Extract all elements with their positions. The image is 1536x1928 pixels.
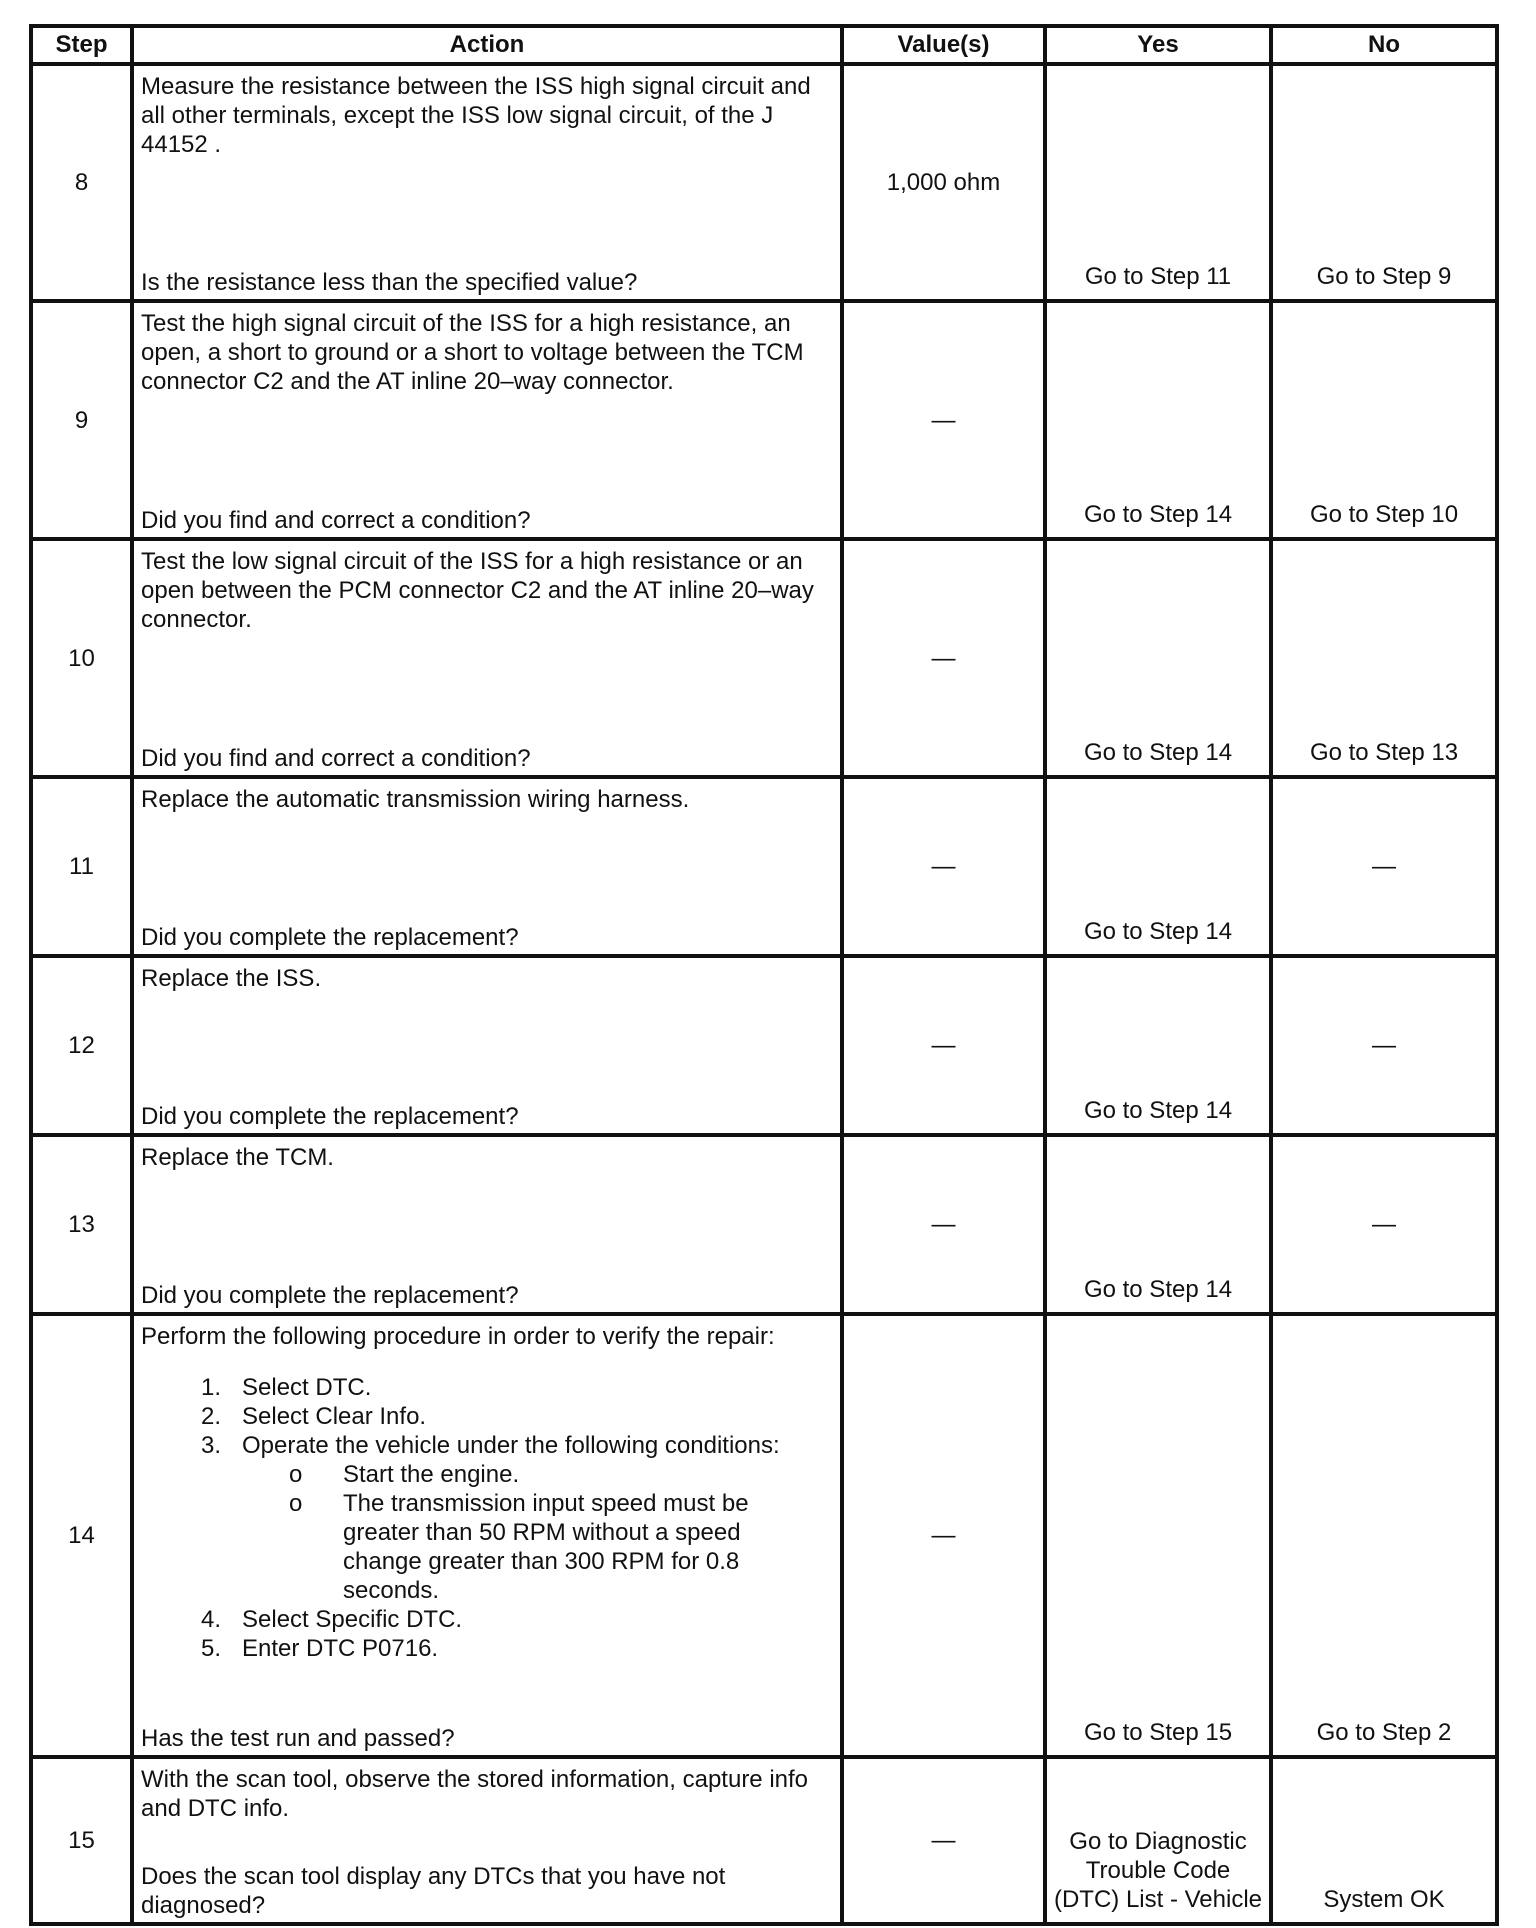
action-question: Does the scan tool display any DTCs that you have not diagnosed? [141,1863,726,1919]
action-cell [132,956,842,1135]
value-cell: — [842,1314,1045,1757]
yes-cell: Go to Step 11 [1045,64,1271,301]
action-question: Did you complete the replacement? [141,924,519,951]
table-row [31,64,1497,301]
action-text: Test the low signal circuit of the ISS for a high resistance or an open between the PCM connector C2 and the AT inline 20–way connector. [141,548,814,633]
header-yes: Yes [1045,26,1271,64]
bullet-icon: o [289,1490,303,1517]
list-text: Enter DTC P0716. [242,1635,439,1662]
header-no: No [1271,26,1497,64]
action-text: Perform the following procedure in order to verify the repair: [141,1323,775,1350]
header-row [31,26,1497,64]
header-values: Value(s) [842,26,1045,64]
list-item [141,1634,832,1663]
value-cell: — [842,1135,1045,1314]
yes-cell: Go to Step 15 [1045,1314,1271,1757]
list-text: Select Specific DTC. [242,1606,463,1633]
header-step: Step [31,26,132,64]
list-number: 4. [200,1606,221,1633]
table-row [31,1135,1497,1314]
list-text: Select Clear Info. [242,1403,427,1430]
value-cell: — [842,539,1045,777]
action-question: Did you find and correct a condition? [141,745,531,772]
action-cell [132,64,842,301]
yes-cell: Go to Diagnostic Trouble Code (DTC) List - Vehicle [1045,1757,1271,1924]
list-number: 1. [200,1374,221,1401]
header-action: Action [132,26,842,64]
table-row [31,1757,1497,1924]
action-text: Measure the resistance between the ISS high signal circuit and all other terminals, except the ISS low signal circuit, of the J 44152 . [141,73,811,158]
action-question: Has the test run and passed? [141,1725,455,1752]
step-number: 8 [31,64,132,301]
list-number: 2. [200,1403,221,1430]
no-cell: Go to Step 9 [1271,64,1497,301]
no-cell: Go to Step 2 [1271,1314,1497,1757]
action-question: Is the resistance less than the specified value? [141,269,638,296]
no-cell: Go to Step 13 [1271,539,1497,777]
list-item [141,1373,832,1402]
table-row [31,1314,1497,1757]
value-cell: — [842,956,1045,1135]
table-row [31,956,1497,1135]
value-cell: — [842,1757,1045,1924]
table-row [31,539,1497,777]
bullet-icon: o [289,1461,303,1488]
no-cell: System OK [1271,1757,1497,1924]
action-cell [132,539,842,777]
no-cell: — [1271,777,1497,956]
list-item [141,1402,832,1431]
action-cell [132,777,842,956]
action-text: Replace the ISS. [141,965,322,992]
action-question: Did you complete the replacement? [141,1282,519,1309]
yes-cell: Go to Step 14 [1045,777,1271,956]
action-cell [132,1314,842,1757]
no-cell: Go to Step 10 [1271,301,1497,539]
action-text: Replace the automatic transmission wiring harness. [141,786,690,813]
step-number: 14 [31,1314,132,1757]
conditions-list [242,1460,832,1605]
yes-cell: Go to Step 14 [1045,301,1271,539]
yes-cell: Go to Step 14 [1045,956,1271,1135]
action-question: Did you find and correct a condition? [141,507,531,534]
condition-text: The transmission input speed must be greater than 50 RPM without a speed change greater than 300 RPM for 0.8 seconds. [343,1490,749,1604]
step-number: 9 [31,301,132,539]
list-number: 5. [200,1635,221,1662]
value-cell: — [842,777,1045,956]
no-cell: — [1271,1135,1497,1314]
step-number: 10 [31,539,132,777]
no-cell: — [1271,956,1497,1135]
action-question: Did you complete the replacement? [141,1103,519,1130]
diagnostic-table [29,24,1495,1919]
procedure-list [141,1373,832,1663]
list-item [141,1605,832,1634]
list-text: Operate the vehicle under the following conditions: [242,1432,780,1459]
action-cell [132,301,842,539]
action-cell [132,1757,842,1924]
action-text: With the scan tool, observe the stored information, capture info and DTC info. [141,1766,809,1822]
table-row [31,777,1497,956]
condition-item [242,1489,832,1605]
value-cell: — [842,301,1045,539]
list-number: 3. [200,1432,221,1459]
action-text: Test the high signal circuit of the ISS for a high resistance, an open, a short to ground or a short to voltage between the TCM connector C2 and the AT inline 20–way connector. [141,310,804,395]
step-number: 13 [31,1135,132,1314]
action-cell [132,1135,842,1314]
yes-cell: Go to Step 14 [1045,1135,1271,1314]
step-number: 12 [31,956,132,1135]
step-number: 11 [31,777,132,956]
list-item [141,1431,832,1605]
list-text: Select DTC. [242,1374,372,1401]
yes-cell: Go to Step 14 [1045,539,1271,777]
condition-text: Start the engine. [343,1461,520,1488]
action-text: Replace the TCM. [141,1144,334,1171]
table-row [31,301,1497,539]
condition-item [242,1460,832,1489]
value-cell: 1,000 ohm [842,64,1045,301]
step-number: 15 [31,1757,132,1924]
